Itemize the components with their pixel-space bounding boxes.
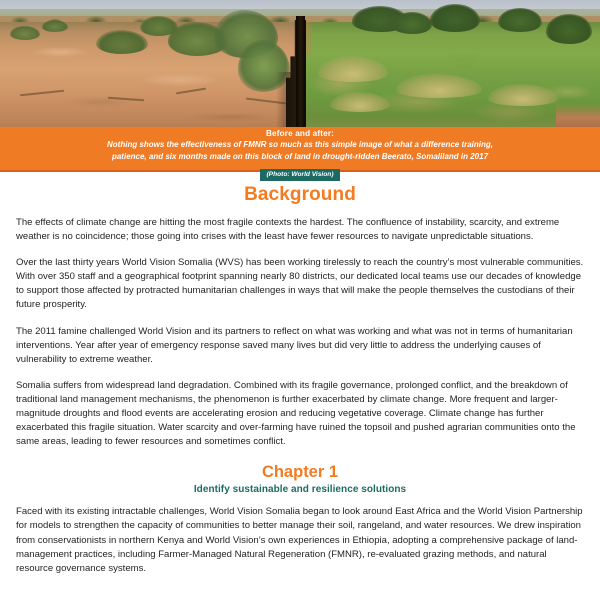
document-body	[0, 184, 600, 576]
caption-title: Before and after:	[265, 129, 335, 138]
hero-photo-before-after	[0, 0, 600, 127]
background-paragraph: Over the last thirty years World Vision Somalia (WVS) has been working tirelessly to reach the country’s most vulnerable communities. With over 350 staff and a geographical footprint spanning nearly 80 districts, our dedicated local teams use our decades of knowledge to support those affected by protracted humanitarian challenges in ways that will make the people themselves the custodians of their future prosperity.	[16, 257, 584, 311]
green-tree-icon	[392, 12, 432, 34]
chapter-paragraph: Faced with its existing intractable challenges, World Vision Somalia began to look around East Africa and the World Vision Partnership for models to strengthen the capacity of communities to better manage their soil, rangeland, and water resources. We drew inspiration from conservationists in northern Kenya and World Vision’s own experiences in Ethiopia, adopting a comprehensive package of land-management practices, including Farmer-Managed Natural Regeneration (FMNR), re-evaluated grazing methods, and natural resource governance systems.	[16, 506, 583, 574]
chapter-subtitle: Identify sustainable and resilience solutions	[193, 484, 407, 496]
dry-shrub-icon	[96, 30, 148, 54]
background-paragraph: Somalia suffers from widespread land degradation. Combined with its fragile governance, prolonged conflict, and the breakdown of traditional land management mechanisms, the phenomenon is further exacerbated by climate change. More frequent and larger-magnitude droughts and flood events are accelerating erosion and reducing vegetative coverage. Climate change has further exacerbated this fragile situation. Water scarcity and over-farming have ruined the topsoil and pushed agrarian communities onto the same areas, leading to fewer resources and sometimes conflict.	[16, 379, 576, 448]
dry-shrub-icon	[42, 20, 68, 32]
photo-credit-wrapper	[0, 163, 600, 181]
fence-post	[296, 16, 305, 127]
dirt-patch	[556, 104, 600, 127]
green-tree-icon	[546, 14, 592, 44]
photo-credit-badge: (Photo: World Vision)	[260, 169, 339, 181]
caption-line-1: Nothing shows the effectiveness of FMNR so much as this simple image of what a difference training,	[107, 140, 493, 149]
green-tree-icon	[430, 4, 480, 32]
green-tree-icon	[498, 8, 542, 32]
background-paragraph: The 2011 famine challenged World Vision and its partners to reflect on what was working and what was not in terms of humanitarian interventions. Year after year of emergency response saved many lives but did very little to address the underlying causes of vulnerability to extreme weather.	[16, 325, 573, 365]
caption-line-2: patience, and six months made on this block of land in drought-ridden Beerato, Somaliland in 2017	[111, 151, 489, 161]
chapter-heading: Chapter 1	[261, 463, 339, 482]
photo-caption-banner	[0, 127, 600, 178]
background-paragraph: The effects of climate change are hitting the most fragile contexts the hardest. The confluence of instability, scarcity, and extreme weather is no coincidence; those going into crises with the least have fewer resources to navigate unpredictable situations.	[16, 217, 560, 243]
background-heading: Background	[244, 184, 356, 205]
dry-shrub-icon	[10, 26, 40, 40]
